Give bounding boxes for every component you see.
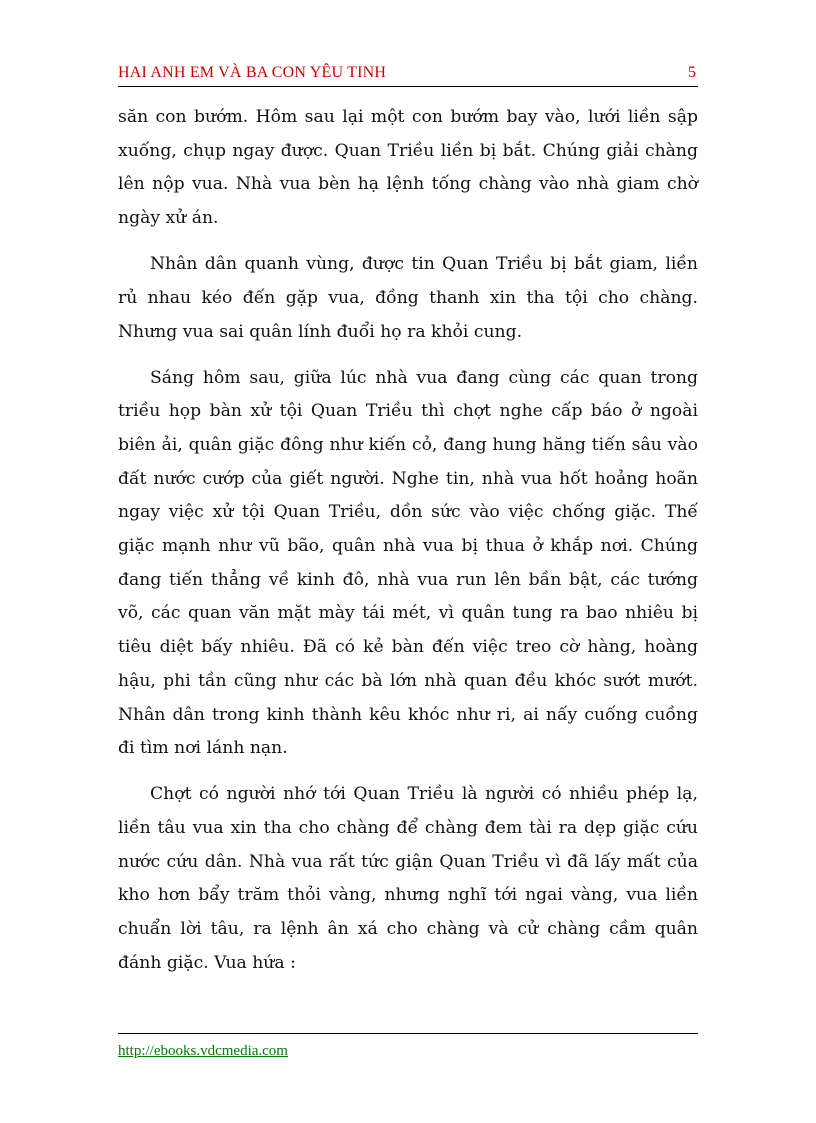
body-text <box>118 101 698 993</box>
footer-url-link[interactable]: http://ebooks.vdcmedia.com <box>118 1043 288 1059</box>
book-title: HAI ANH EM VÀ BA CON YÊU TINH <box>118 64 387 81</box>
page-number: 5 <box>688 64 696 81</box>
footer-divider <box>118 1033 698 1034</box>
paragraph: Chợt có người nhớ tới Quan Triều là người có nhiều phép lạ, liền tâu vua xin tha cho chàng để chàng đem tài ra dẹp giặc cứu nước cứu dân. Nhà vua rất tức giận Quan Triều vì đã lấy mất của kho hơn bẩy trăm thỏi vàng, nhưng nghĩ tới ngai vàng, vua liền chuẩn lời tâu, ra lệnh ân xá cho chàng và cử chàng cầm quân đánh giặc. Vua hứa : <box>118 784 698 973</box>
paragraph: Sáng hôm sau, giữa lúc nhà vua đang cùng các quan trong triều họp bàn xử tội Quan Triều thì chợt nghe cấp báo ở ngoài biên ải, quân giặc đông như kiến cỏ, đang hung hăng tiến sâu vào đất nước cướp của giết người. Nghe tin, nhà vua hốt hoảng hoãn ngay việc xử tội Quan Triều, dồn sức vào việc chống giặc. Thế giặc mạnh như vũ bão, quân nhà vua bị thua ở khắp nơi. Chúng đang tiến thẳng về kinh đô, nhà vua run lên bần bật, các tướng võ, các quan văn mặt mày tái mét, vì quân tung ra bao nhiêu bị tiêu diệt bấy nhiêu. Đã có kẻ bàn đến việc treo cờ hàng, hoàng hậu, phi tần cũng như các bà lớn nhà quan đều khóc sướt mướt. Nhân dân trong kinh thành kêu khóc như ri, ai nấy cuống cuồng đi tìm nơi lánh nạn. <box>118 367 698 759</box>
paragraph: Nhân dân quanh vùng, được tin Quan Triều bị bắt giam, liền rủ nhau kéo đến gặp vua, đồng thanh xin tha tội cho chàng. Nhưng vua sai quân lính đuổi họ ra khỏi cung. <box>118 254 698 342</box>
page-header <box>118 64 698 87</box>
paragraph: săn con bướm. Hôm sau lại một con bướm bay vào, lưới liền sập xuống, chụp ngay được. Quan Triều liền bị bắt. Chúng giải chàng lên nộp vua. Nhà vua bèn hạ lệnh tống chàng vào nhà giam chờ ngày xử án. <box>118 107 698 229</box>
